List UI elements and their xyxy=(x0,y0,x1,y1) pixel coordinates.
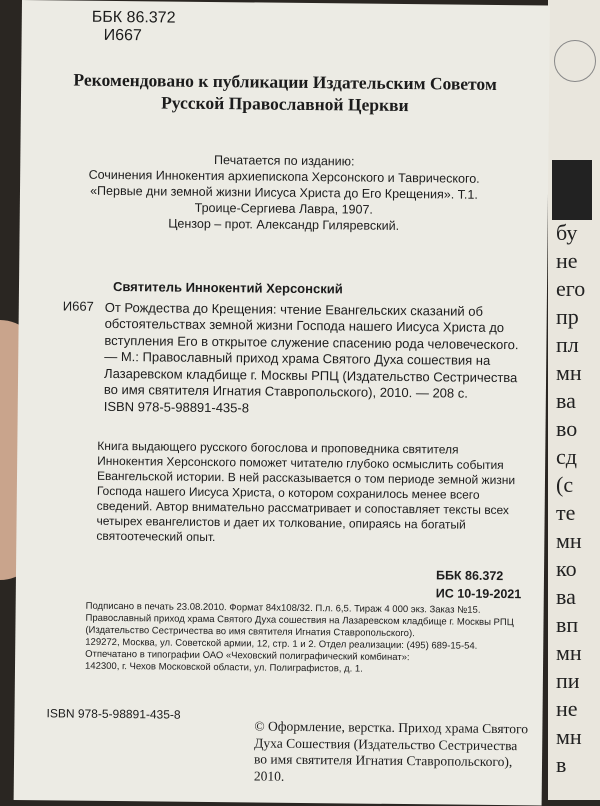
imprint-line: Православный приход храма Святого Духа сошествия на Лазаревском кладбище г. Москвы РПЦ xyxy=(85,612,514,629)
facing-page-fragment: пр xyxy=(556,304,579,329)
drop-cap-block xyxy=(552,160,592,220)
annotation-line: сведений. Автор внимательно рассматривает и сопоставляет тексты всех xyxy=(96,498,510,518)
author-name: Святитель Иннокентий Херсонский xyxy=(112,278,343,297)
bbk-classification: ББК 86.372 xyxy=(435,568,504,584)
header-codes xyxy=(92,9,176,46)
annotation-line: Евангельской истории. В ней рассказывается о том периоде земной жизни xyxy=(96,468,516,488)
facing-page-fragment: не xyxy=(556,248,578,273)
isbn-bottom: ISBN 978-5-98891-435-8 xyxy=(46,706,181,722)
imprint-line: 129272, Москва, ул. Советской армии, 12, стр. 1 и 2. Отдел реализации: (495) 689-15-54. xyxy=(85,636,478,652)
facing-page-fragment: сд xyxy=(556,444,577,469)
facing-page-fragment: (с xyxy=(556,472,574,497)
imprint-block xyxy=(85,601,514,677)
index-code: И667 xyxy=(103,26,142,45)
facing-page-fragment: ва xyxy=(556,584,576,609)
annotation-line: святоотеческий опыт. xyxy=(96,528,216,545)
facing-page-fragment: ва xyxy=(556,388,576,413)
facing-page-fragment: бу xyxy=(556,220,578,245)
source-line: «Первые дни земной жизни Иисуса Христа до Его Крещения». Т.1. xyxy=(90,183,478,202)
annotation-line: четырех евангелистов и дает их толкование, опираясь на богатый xyxy=(96,513,466,532)
facing-page-fragment: не xyxy=(556,696,578,721)
facing-page-fragment: пи xyxy=(556,668,580,693)
bibliographic-record xyxy=(62,278,520,419)
classification-block xyxy=(436,566,522,603)
copyright-block xyxy=(254,718,528,787)
bbk-code: ББК 86.372 xyxy=(91,8,176,27)
annotation-line: Господа нашего Иисуса Христа, о котором сохранилось менее всего xyxy=(96,483,480,502)
source-line: Печатается по изданию: xyxy=(214,153,355,169)
imprint-line: Подписано в печать 23.08.2010. Формат 84х108/32. П.л. 6,5. Тираж 4 000 экз. Заказ №15. xyxy=(85,600,481,616)
facing-page-fragment: те xyxy=(556,500,576,525)
ornament-icon xyxy=(554,40,596,82)
record-line: обстоятельствах земной жизни Господа нашего Иисуса Христа до xyxy=(104,315,505,336)
record-line: Лазаревском кладбище г. Москвы РПЦ (Издательство Сестричества xyxy=(104,365,518,385)
annotation-line: Иннокентия Херсонского поможет читателю глубоко осмыслить события xyxy=(97,453,504,473)
facing-page-fragment: вп xyxy=(556,612,579,637)
annotation-block xyxy=(96,439,515,548)
imprint-line: Отпечатано в типографии ОАО «Чеховский полиграфический комбинат»: xyxy=(85,648,410,664)
ic-classification: ИС 10-19-2021 xyxy=(435,586,522,602)
facing-page-fragment: пл xyxy=(556,332,579,357)
copyright-page xyxy=(14,0,550,805)
facing-page-fragment: мн xyxy=(556,640,582,665)
source-line: Сочинения Иннокентия архиепископа Херсонского и Таврического. xyxy=(88,167,480,186)
facing-page-fragment: мн xyxy=(556,360,582,385)
imprint-line: 142300, г. Чехов Московской области, ул. Полиграфистов, д. 1. xyxy=(84,660,363,675)
facing-page-fragment: ко xyxy=(556,556,577,581)
recommendation-block xyxy=(21,68,549,118)
source-line: Троице-Сергиева Лавра, 1907. xyxy=(194,200,374,217)
facing-page-fragment: мн xyxy=(556,724,582,749)
facing-page-fragment: во xyxy=(556,416,578,441)
recommendation-line-2: Русской Православной Церкви xyxy=(161,92,409,116)
record-line: От Рождества до Крещения: чтение Евангельских сказаний об xyxy=(104,299,484,319)
record-line: во имя святителя Игнатия Ставропольского), 2010. — 208 с. xyxy=(103,381,468,401)
facing-page-fragment: в xyxy=(556,752,567,777)
recommendation-line-1: Рекомендовано к публикации Издательским Советом xyxy=(73,69,497,94)
facing-page xyxy=(548,0,600,800)
facing-page-fragment: его xyxy=(556,276,586,301)
record-isbn: ISBN 978-5-98891-435-8 xyxy=(103,398,250,415)
copyright-line: во имя святителя Игнатия Ставропольского), xyxy=(253,751,513,770)
copyright-line: Духа Сошествия (Издательство Сестричества xyxy=(254,734,518,753)
source-edition-block xyxy=(20,150,549,236)
imprint-line: (Издательство Сестричества во имя святителя Игнатия Ставропольского). xyxy=(85,624,415,640)
record-line: вступления Его в открытое служение спасению рода человеческого. xyxy=(104,332,519,352)
record-line: — М.: Православный приход храма Святого Духа сошествия на xyxy=(104,348,491,368)
facing-page-fragment: мн xyxy=(556,528,582,553)
annotation-line: Книга выдающего русского богослова и проповедника святителя xyxy=(97,438,459,457)
copyright-line: © Оформление, верстка. Приход храма Святого xyxy=(254,718,529,737)
source-line: Цензор – прот. Александр Гиляревский. xyxy=(168,216,400,233)
record-code: И667 xyxy=(62,298,94,314)
copyright-line: 2010. xyxy=(253,767,285,784)
